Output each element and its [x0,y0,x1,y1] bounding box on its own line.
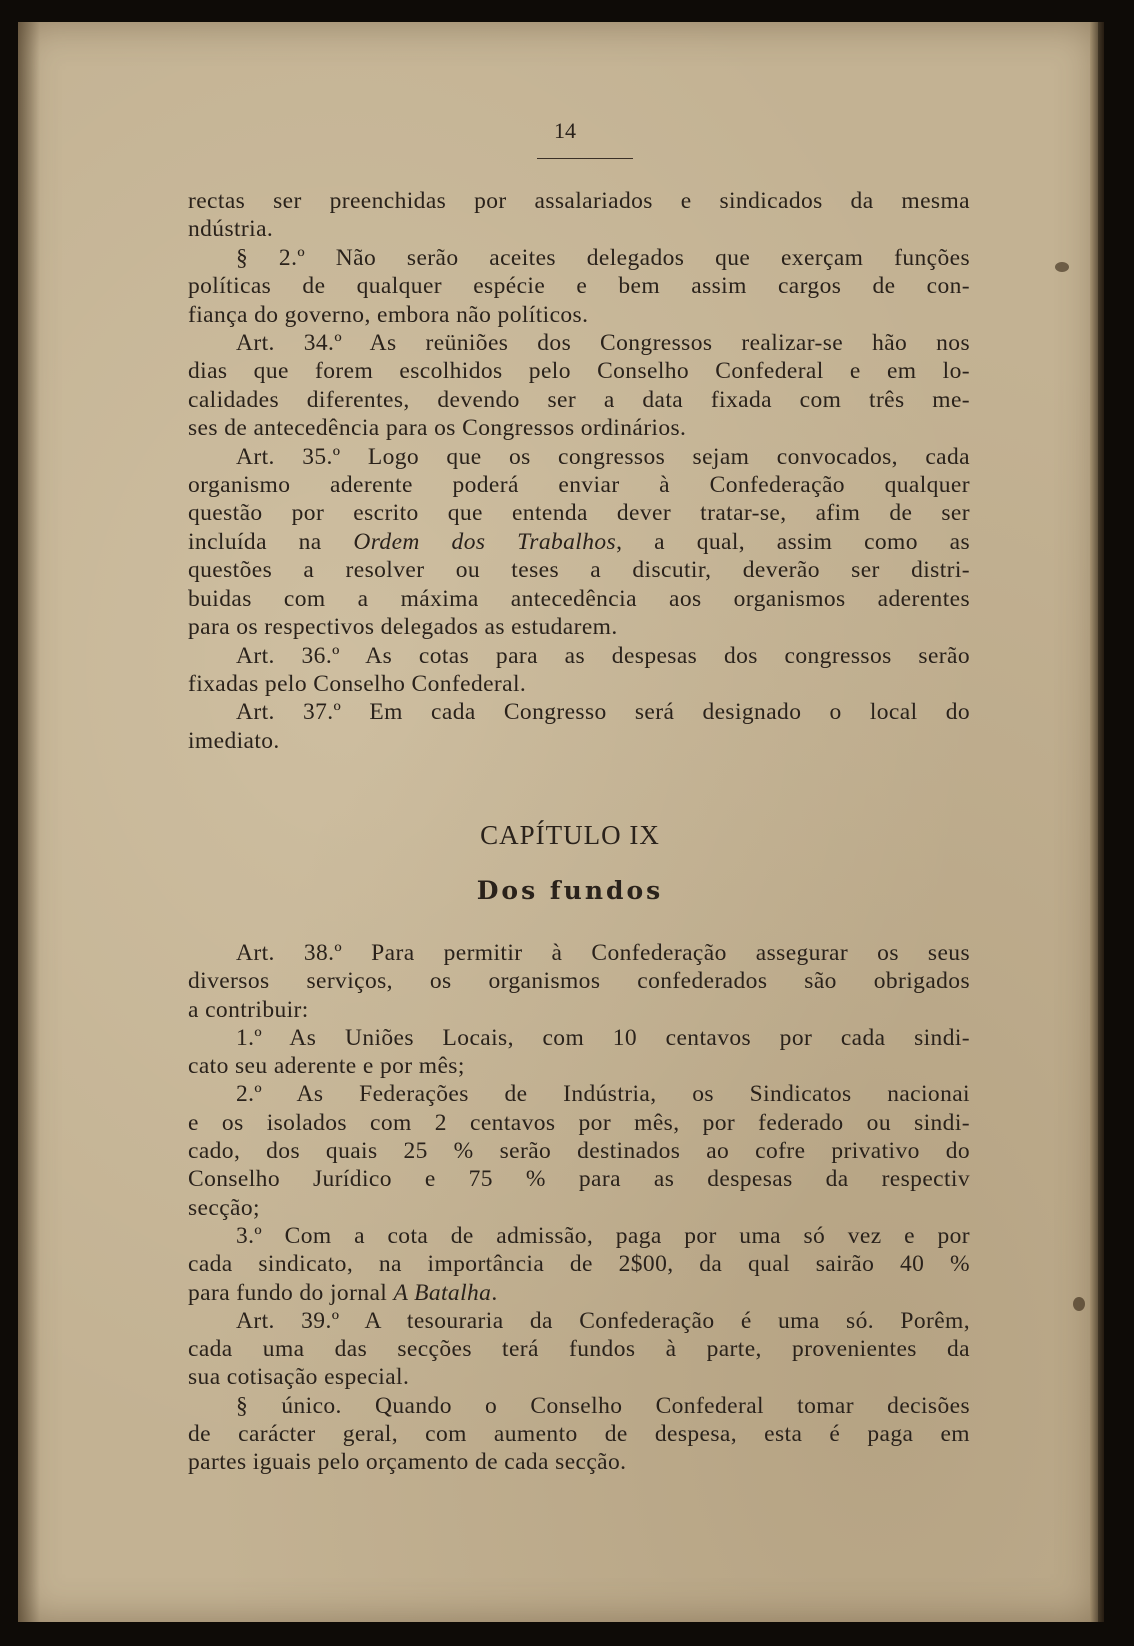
text-line: Art. 39.º A tesouraria da Confederação é uma só. Porêm, [236,1307,970,1334]
page-edge [1090,22,1104,1622]
text-line: dias que forem escolhidos pelo Conselho Confederal e em lo- [188,358,970,385]
text-line: 3.º Com a cota de admissão, paga por uma só vez e por [236,1222,970,1249]
text-line: secção; [188,1194,260,1221]
text-line: ses de antecedência para os Congressos ordinários. [188,415,687,442]
text-line: Art. 35.º Logo que os congressos sejam convocados, cada [236,443,970,470]
section-title: Dos fundos [476,876,664,905]
text-line: Conselho Jurídico e 75 % para as despesas da respectiv [188,1166,970,1193]
text-line: Art. 37.º Em cada Congresso será designado o local do [236,699,970,726]
text-line: ndústria. [188,216,274,243]
text-line: rectas ser preenchidas por assalariados e sindicados da mesma [188,188,970,214]
chapter-title: CAPÍTULO IX [480,820,660,850]
text-line: § 2.º Não serão aceites delegados que exerçam funções [236,244,970,271]
text-line: buidas com a máxima antecedência aos organismos aderentes [188,585,970,612]
page-binding-shadow [18,22,40,1622]
text-line: 2.º As Federações de Indústria, os Sindicatos nacionai [236,1081,970,1108]
text-line: cado, dos quais 25 % serão destinados ao cofre privativo do [188,1138,970,1165]
ink-spot [1055,262,1069,272]
text-line: cada uma das secções terá fundos à parte, provenientes da [188,1336,970,1363]
text-line: fiança do governo, embora não políticos. [188,301,589,328]
text-line: partes iguais pelo orçamento de cada secção. [188,1449,627,1476]
text-line: fixadas pelo Conselho Confederal. [188,670,527,697]
text-line: organismo aderente poderá enviar à Confederação qualquer [188,472,970,499]
text-line: questão por escrito que entenda dever tratar-se, afim de ser [188,500,970,527]
text-block-articles-38-39 [188,939,970,1477]
text-line: Art. 36.º As cotas para as despesas dos congressos serão [236,642,970,669]
text-line: políticas de qualquer espécie e bem assim cargos de con- [188,273,970,300]
text-line: e os isolados com 2 centavos por mês, por federado ou sindi- [188,1109,970,1136]
page-number: 14 [554,118,576,143]
text-line: calidades diferentes, devendo ser a data fixada com três me- [188,386,970,413]
text-line: diversos serviços, os organismos confederados são obrigados [188,968,970,995]
text-line: sua cotisação especial. [188,1364,410,1391]
text-line: imediato. [188,727,280,754]
ink-spot [1073,1297,1085,1311]
text-line: incluída na Ordem dos Trabalhos, a qual, assim como as [188,528,971,555]
text-line: 1.º As Uniões Locais, com 10 centavos por cada sindi- [236,1024,970,1051]
header-rule [537,158,633,159]
text-line: § único. Quando o Conselho Confederal tomar decisões [236,1392,970,1419]
text-line: cato seu aderente e por mês; [188,1053,465,1080]
text-line: para fundo do jornal A Batalha. [188,1279,498,1306]
text-line: a contribuir: [188,996,309,1023]
text-line: de carácter geral, com aumento de despesa, esta é paga em [188,1421,970,1448]
text-line: para os respectivos delegados as estudarem. [188,614,618,641]
text-line: Art. 38.º Para permitir à Confederação assegurar os seus [236,940,970,966]
text-line: cada sindicato, na importância de 2$00, da qual sairão 40 % [188,1251,970,1278]
text-block-articles-34-37 [188,187,970,755]
text-line: Art. 34.º As reüniões dos Congressos realizar-se hão nos [236,330,970,357]
text-line: questões a resolver ou teses a discutir, deverão ser distri- [188,557,970,584]
